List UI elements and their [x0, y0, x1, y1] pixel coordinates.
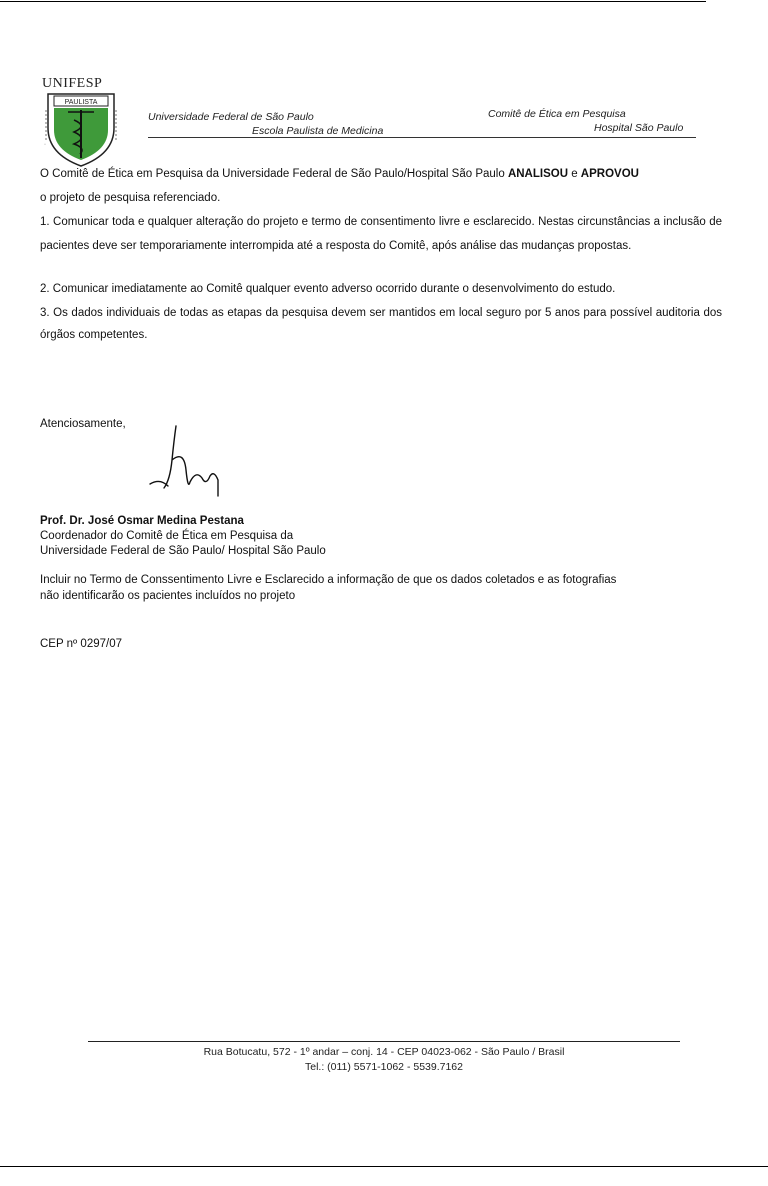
letterhead-rule — [148, 137, 696, 138]
footer-phone: Tel.: (011) 5571-1062 - 5539.7162 — [304, 1061, 463, 1073]
letterhead-university: Universidade Federal de São Paulo — [148, 111, 314, 123]
bottom-rule — [0, 1166, 768, 1167]
footer-address: Rua Botucatu, 572 - 1º andar – conj. 14 - CEP 04023-062 - São Paulo / Brasil — [203, 1046, 565, 1058]
intro-conjunction: e — [568, 168, 581, 180]
logo-shield-icon — [40, 76, 122, 168]
letterhead-school: Escola Paulista de Medicina — [252, 125, 384, 137]
svg-text:PAULISTA: PAULISTA — [64, 99, 98, 106]
intro-analisou: ANALISOU — [507, 168, 568, 180]
item-1: 1. Comunicar toda e qualquer alteração do projeto e termo de consentimento livre e esclarecido. Nestas circunstâncias a inclusão de pacientes deve ser temporariamente interrompida até a resposta do Comitê, após análise das mudanças propostas. — [40, 216, 722, 252]
signature-image — [144, 420, 234, 500]
unifesp-logo — [40, 76, 122, 168]
footer-rule — [88, 1041, 680, 1042]
signatory-title-1: Coordenador do Comitê de Ética em Pesquisa da — [40, 530, 294, 542]
closing: Atenciosamente, — [40, 418, 126, 430]
intro-line2: o projeto de pesquisa referenciado. — [40, 192, 221, 204]
letterhead-committee: Comitê de Ética em Pesquisa — [488, 108, 626, 120]
signatory-title-2: Universidade Federal de São Paulo/ Hospital São Paulo — [40, 545, 326, 557]
intro-paragraph — [40, 164, 722, 184]
item-2: 2. Comunicar imediatamente ao Comitê qualquer evento adverso ocorrido durante o desenvolvimento do estudo. — [40, 283, 616, 295]
svg-text:·: · — [44, 142, 46, 148]
note-line-2: não identificarão os pacientes incluídos no projeto — [40, 590, 296, 602]
logo-wordmark: UNIFESP — [42, 76, 103, 91]
letterhead-hospital: Hospital São Paulo — [594, 122, 684, 134]
top-rule — [0, 1, 706, 2]
note-line-1: Incluir no Termo de Conssentimento Livre e Esclarecido a informação de que os dados coletados e as fotografias — [40, 574, 617, 586]
item-3: 3. Os dados individuais de todas as etapas da pesquisa devem ser mantidos em local seguro por 5 anos para possível auditoria dos órgãos competentes. — [40, 307, 722, 341]
intro-aprovou: APROVOU — [580, 168, 639, 180]
cep-reference: CEP nº 0297/07 — [40, 638, 122, 650]
intro-text: O Comitê de Ética em Pesquisa da Universidade Federal de São Paulo/Hospital São Paulo — [40, 168, 508, 180]
signatory-name: Prof. Dr. José Osmar Medina Pestana — [40, 515, 244, 527]
